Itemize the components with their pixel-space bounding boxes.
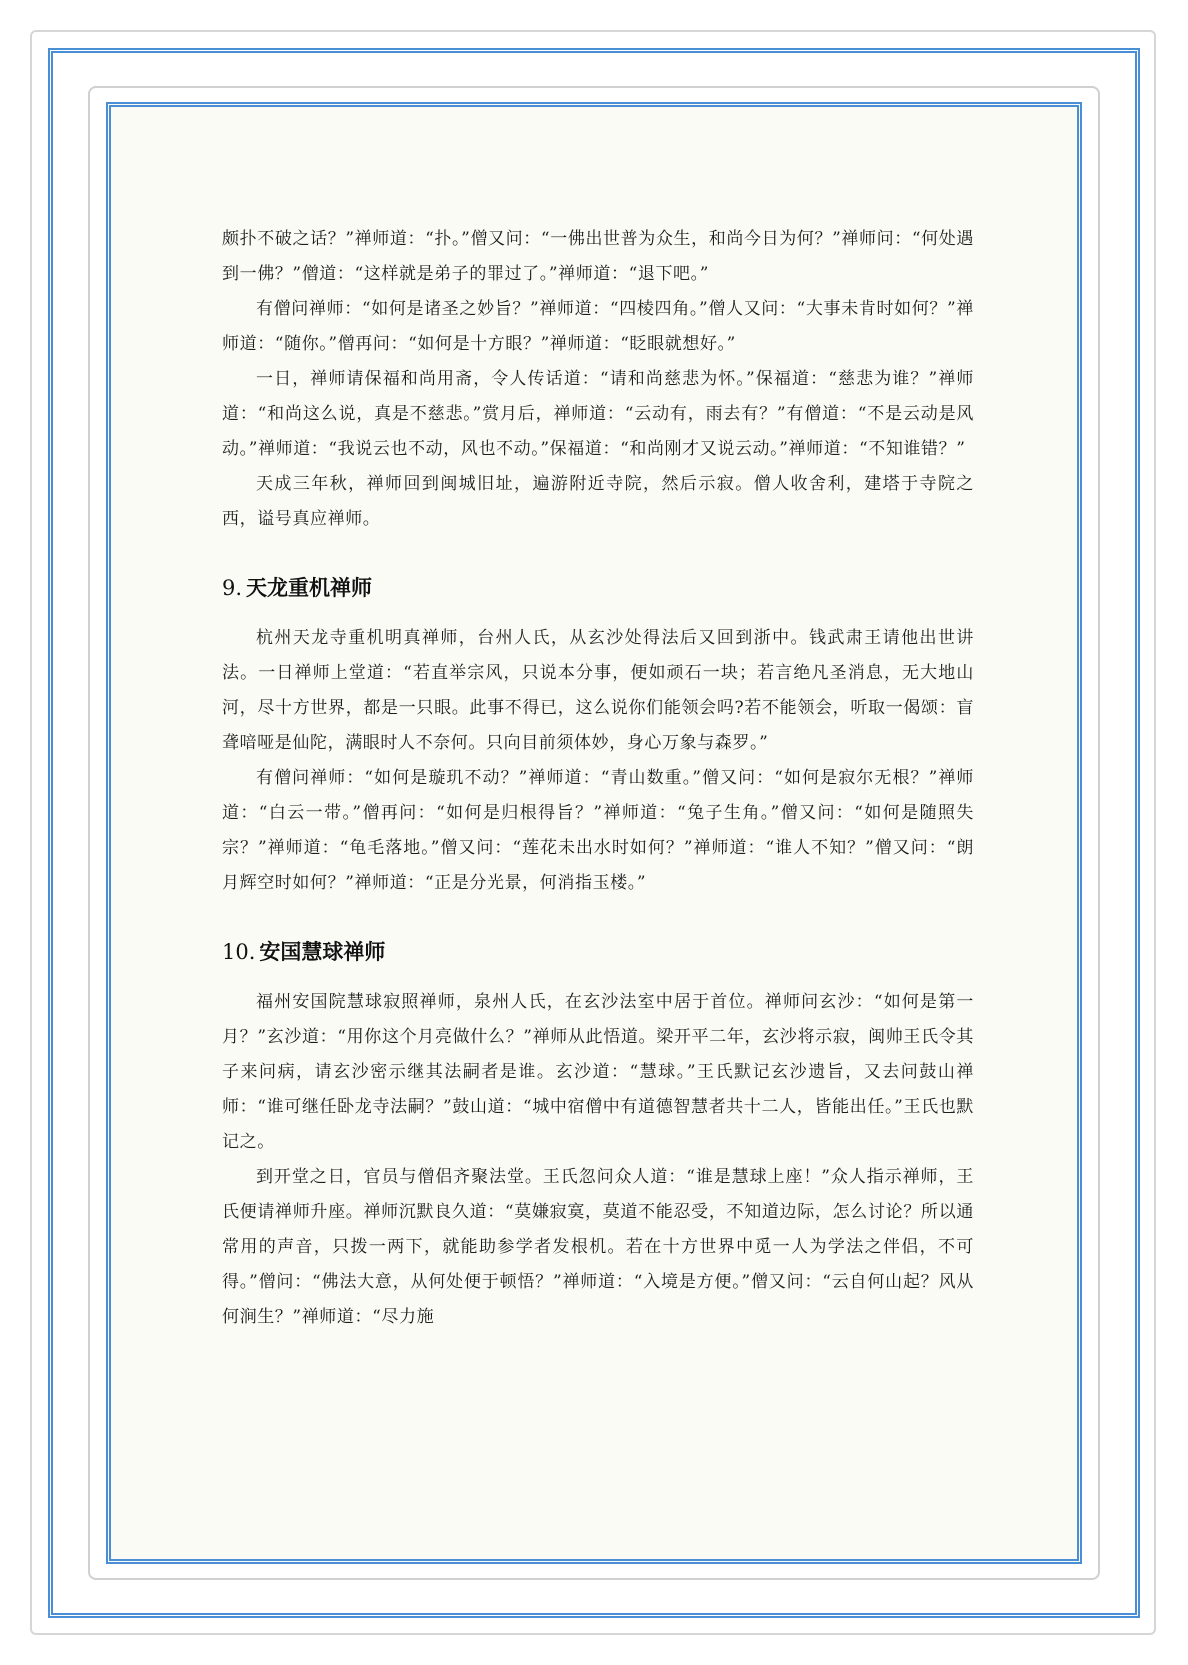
paragraph: 有僧问禅师：“如何是璇玑不动？”禅师道：“青山数重。”僧又问：“如何是寂尔无根？”禅师道：“白云一带。”僧再问：“如何是归根得旨？”禅师道：“兔子生角。”僧又问：“如何是随照失宗？”禅师道：“龟毛落地。”僧又问：“莲花未出水时如何？”禅师道：“谁人不知？”僧又问：“朗月辉空时如何？”禅师道：“正是分光景，何消指玉楼。” xyxy=(222,768,974,893)
paragraph: 颇扑不破之话？”禅师道：“扑。”僧又问：“一佛出世普为众生，和尚今日为何？”禅师问：“何处遇到一佛？”僧道：“这样就是弟子的罪过了。”禅师道：“退下吧。” xyxy=(222,229,974,284)
paragraph: 杭州天龙寺重机明真禅师，台州人氏，从玄沙处得法后又回到浙中。钱武肃王请他出世讲法。一日禅师上堂道：“若直举宗风，只说本分事，便如顽石一块；若言绝凡圣消息，无大地山河，尽十方世界，都是一只眼。此事不得已，这么说你们能领会吗?若不能领会，听取一偈颂：盲聋喑哑是仙陀，满眼时人不奈何。只向目前须体妙，身心万象与森罗。” xyxy=(222,628,974,753)
paragraph: 有僧问禅师：“如何是诸圣之妙旨？”禅师道：“四棱四角。”僧人又问：“大事未肯时如何？”禅师道：“随你。”僧再问：“如何是十方眼？”禅师道：“眨眼就想好。” xyxy=(222,299,974,354)
section-number: 10. xyxy=(222,940,256,964)
section-title: 安国慧球禅师 xyxy=(259,939,386,964)
section-title: 天龙重机禅师 xyxy=(246,575,373,600)
section-number: 9. xyxy=(222,576,243,600)
paragraph: 天成三年秋，禅师回到闽城旧址，遍游附近寺院，然后示寂。僧人收舍利，建塔于寺院之西，谥号真应禅师。 xyxy=(222,474,974,529)
paragraph: 福州安国院慧球寂照禅师，泉州人氏，在玄沙法室中居于首位。禅师问玄沙：“如何是第一月？”玄沙道：“用你这个月亮做什么？”禅师从此悟道。梁开平二年，玄沙将示寂，闽帅王氏令其子来问病，请玄沙密示继其法嗣者是谁。玄沙道：“慧球。”王氏默记玄沙遗旨，又去问鼓山禅师：“谁可继任卧龙寺法嗣？”鼓山道：“城中宿僧中有道德智慧者共十二人，皆能出任。”王氏也默记之。 xyxy=(222,992,974,1152)
section-heading-10 xyxy=(222,937,974,967)
paragraph: 一日，禅师请保福和尚用斋，令人传话道：“请和尚慈悲为怀。”保福道：“慈悲为谁？”禅师道：“和尚这么说，真是不慈悲。”赏月后，禅师道：“云动有，雨去有？”有僧道：“不是云动是风动。”禅师道：“我说云也不动，风也不动。”保福道：“和尚刚才又说云动。”禅师道：“不知谁错？” xyxy=(222,369,974,459)
paragraph: 到开堂之日，官员与僧侣齐聚法堂。王氏忽问众人道：“谁是慧球上座！”众人指示禅师，王氏便请禅师升座。禅师沉默良久道：“莫嫌寂寞，莫道不能忍受，不知道边际，怎么讨论？所以通常用的声音，只拨一两下，就能助参学者发根机。若在十方世界中觅一人为学法之伴侣，不可得。”僧问：“佛法大意，从何处便于顿悟？”禅师道：“入境是方便。”僧又问：“云自何山起？风从何涧生？”禅师道：“尽力施 xyxy=(222,1167,974,1327)
section-heading-9 xyxy=(222,573,974,603)
document-body xyxy=(222,222,974,1335)
